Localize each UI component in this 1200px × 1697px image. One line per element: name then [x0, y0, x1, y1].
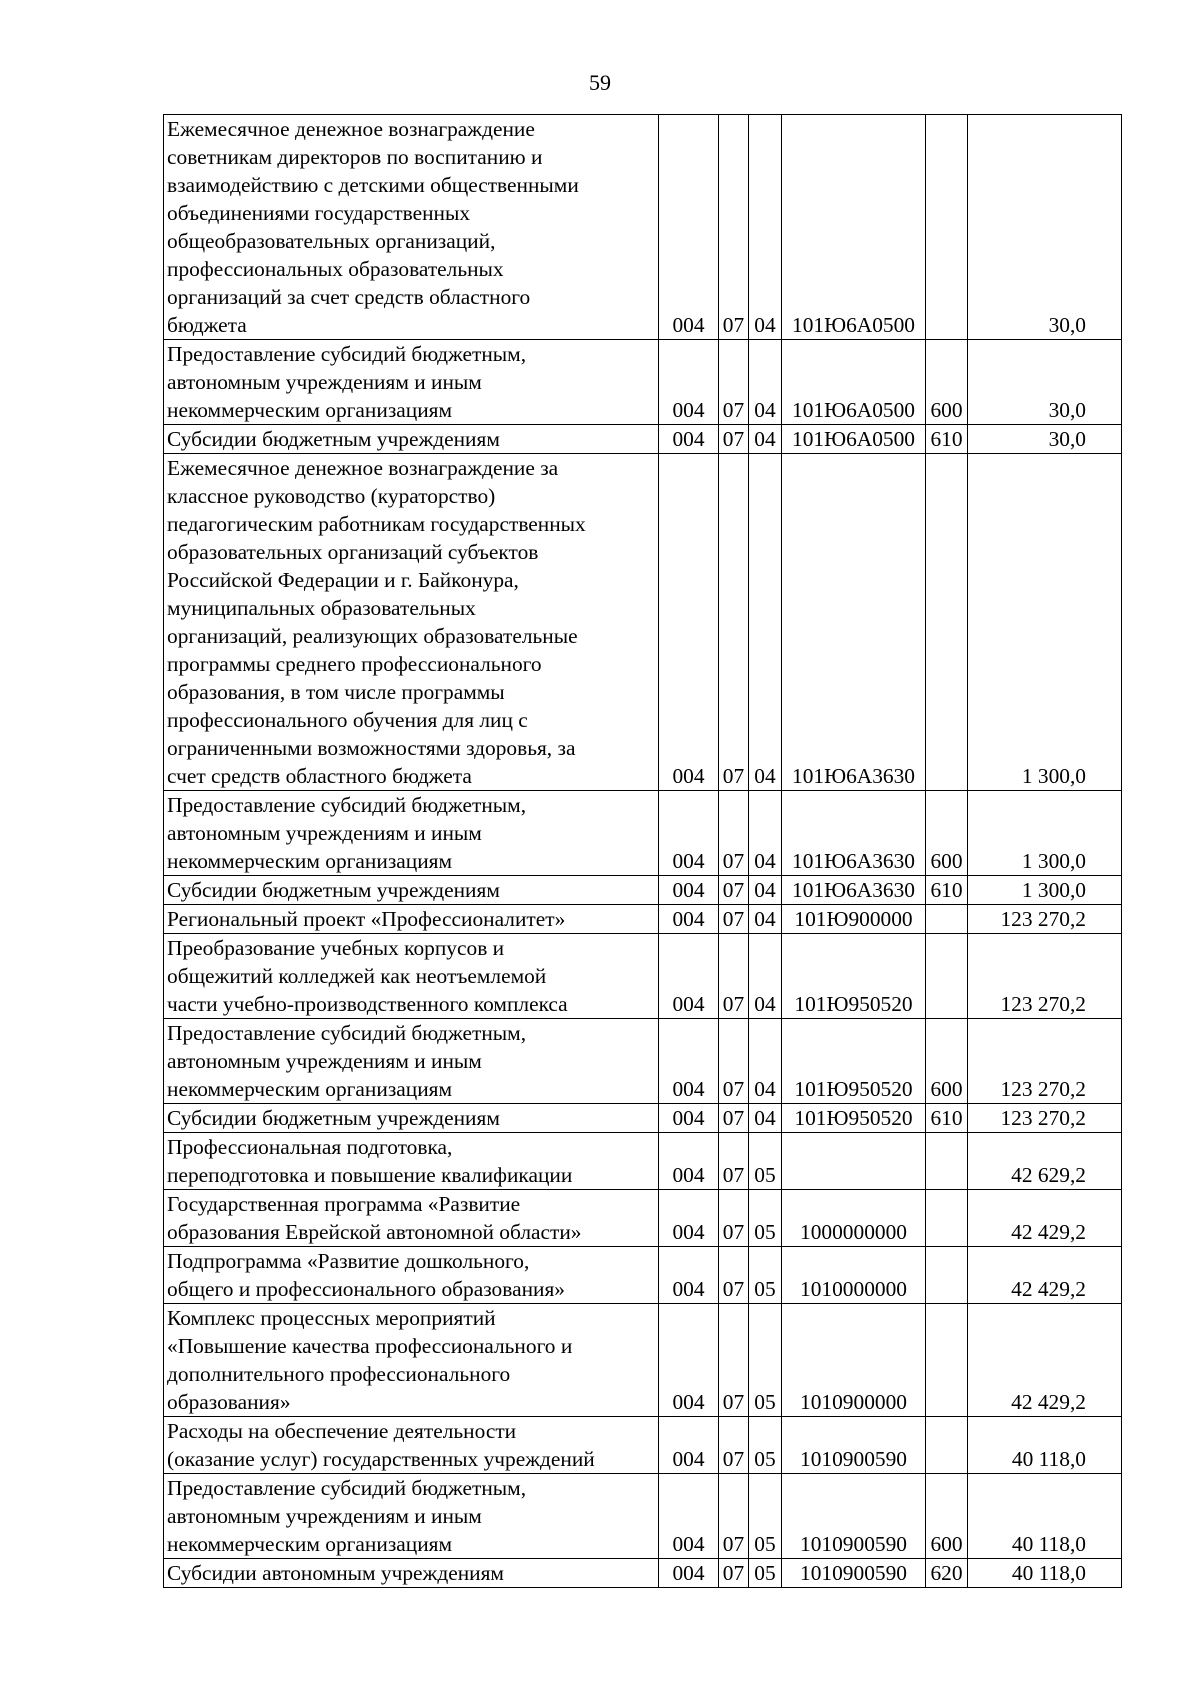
expense-type-cell [926, 1417, 968, 1474]
ministry-code-cell: 004 [659, 934, 719, 1019]
amount-cell: 42 629,2 [968, 1133, 1122, 1190]
expense-type-cell: 600 [926, 1019, 968, 1104]
subsection-code-cell: 04 [749, 876, 782, 905]
ministry-code-cell: 004 [659, 1019, 719, 1104]
row-name-text: Профессиональная подготовка, переподготовка и повышение квалификации [167, 1135, 573, 1187]
target-article-cell: 1010900000 [782, 1304, 926, 1417]
section-code-cell: 07 [719, 1104, 749, 1133]
row-name-text: Ежемесячное денежное вознаграждение советникам директоров по воспитанию и взаимодействию с детскими общественными объединениями государственных общеобразовательных организаций, профессиональных образовательных организаций за счет средств областного бюджета [167, 117, 579, 337]
row-name-cell [164, 454, 659, 791]
table-row [164, 1417, 1122, 1474]
subsection-code-cell: 05 [749, 1304, 782, 1417]
subsection-code-cell: 05 [749, 1190, 782, 1247]
subsection-code-cell: 04 [749, 115, 782, 340]
row-name-text: Субсидии бюджетным учреждениям [167, 878, 500, 902]
section-code-cell: 07 [719, 1247, 749, 1304]
row-name-cell [164, 1474, 659, 1559]
subsection-code-cell: 05 [749, 1417, 782, 1474]
row-name-cell [164, 1019, 659, 1104]
table-row [164, 934, 1122, 1019]
row-name-cell [164, 425, 659, 454]
expense-type-cell [926, 1247, 968, 1304]
expense-type-cell: 610 [926, 425, 968, 454]
section-code-cell: 07 [719, 1190, 749, 1247]
subsection-code-cell: 04 [749, 454, 782, 791]
ministry-code-cell: 004 [659, 791, 719, 876]
expense-type-cell [926, 115, 968, 340]
section-code-cell: 07 [719, 425, 749, 454]
ministry-code-cell: 004 [659, 1417, 719, 1474]
target-article-cell: 101Ю900000 [782, 905, 926, 934]
ministry-code-cell: 004 [659, 1104, 719, 1133]
expense-type-cell: 610 [926, 1104, 968, 1133]
section-code-cell: 07 [719, 1417, 749, 1474]
section-code-cell: 07 [719, 454, 749, 791]
row-name-text: Предоставление субсидий бюджетным, автономным учреждениям и иным некоммерческим организациям [167, 1476, 527, 1556]
amount-cell: 123 270,2 [968, 1104, 1122, 1133]
target-article-cell: 101Ю6А3630 [782, 454, 926, 791]
table-row [164, 905, 1122, 934]
subsection-code-cell: 04 [749, 1104, 782, 1133]
section-code-cell: 07 [719, 1474, 749, 1559]
ministry-code-cell: 004 [659, 1247, 719, 1304]
amount-cell: 42 429,2 [968, 1247, 1122, 1304]
table-row [164, 1474, 1122, 1559]
subsection-code-cell: 04 [749, 340, 782, 425]
row-name-cell [164, 340, 659, 425]
target-article-cell: 101Ю6А0500 [782, 115, 926, 340]
row-name-cell [164, 1304, 659, 1417]
amount-cell: 30,0 [968, 340, 1122, 425]
ministry-code-cell: 004 [659, 1304, 719, 1417]
section-code-cell: 07 [719, 1133, 749, 1190]
target-article-cell: 1010000000 [782, 1247, 926, 1304]
table-row [164, 1559, 1122, 1588]
table-row [164, 1304, 1122, 1417]
table-row [164, 1190, 1122, 1247]
row-name-cell [164, 876, 659, 905]
row-name-cell [164, 934, 659, 1019]
expense-type-cell: 600 [926, 791, 968, 876]
subsection-code-cell: 05 [749, 1559, 782, 1588]
table-row [164, 876, 1122, 905]
subsection-code-cell: 05 [749, 1247, 782, 1304]
row-name-cell [164, 1104, 659, 1133]
row-name-cell [164, 115, 659, 340]
table-row [164, 1247, 1122, 1304]
target-article-cell: 1010900590 [782, 1417, 926, 1474]
table-row [164, 1133, 1122, 1190]
row-name-text: Ежемесячное денежное вознаграждение за классное руководство (кураторство) педагогическим работникам государственных образовательных организаций субъектов Российской Федерации и г. Байконура, муниципальных образовательных организаций, реализующих образовательные программы среднего профессионального образования, в том числе программы профессионального обучения для лиц с ограниченными возможностями здоровья, за счет средств областного бюджета [167, 456, 586, 788]
amount-cell: 123 270,2 [968, 934, 1122, 1019]
target-article-cell: 101Ю6А3630 [782, 876, 926, 905]
subsection-code-cell: 05 [749, 1133, 782, 1190]
subsection-code-cell: 05 [749, 1474, 782, 1559]
section-code-cell: 07 [719, 934, 749, 1019]
expense-type-cell: 600 [926, 340, 968, 425]
table-row [164, 340, 1122, 425]
target-article-cell: 1010900590 [782, 1559, 926, 1588]
row-name-cell [164, 1133, 659, 1190]
subsection-code-cell: 04 [749, 1019, 782, 1104]
row-name-text: Предоставление субсидий бюджетным, автономным учреждениям и иным некоммерческим организациям [167, 1021, 527, 1101]
row-name-text: Предоставление субсидий бюджетным, автономным учреждениям и иным некоммерческим организациям [167, 342, 527, 422]
ministry-code-cell: 004 [659, 1190, 719, 1247]
ministry-code-cell: 004 [659, 425, 719, 454]
amount-cell: 123 270,2 [968, 1019, 1122, 1104]
amount-cell: 123 270,2 [968, 905, 1122, 934]
section-code-cell: 07 [719, 791, 749, 876]
section-code-cell: 07 [719, 1559, 749, 1588]
expense-type-cell [926, 1133, 968, 1190]
expense-type-cell [926, 1304, 968, 1417]
row-name-cell [164, 791, 659, 876]
amount-cell: 1 300,0 [968, 454, 1122, 791]
subsection-code-cell: 04 [749, 905, 782, 934]
ministry-code-cell: 004 [659, 1474, 719, 1559]
table-row [164, 425, 1122, 454]
table-row [164, 791, 1122, 876]
section-code-cell: 07 [719, 340, 749, 425]
section-code-cell: 07 [719, 1019, 749, 1104]
target-article-cell: 101Ю950520 [782, 1104, 926, 1133]
row-name-cell [164, 1417, 659, 1474]
amount-cell: 1 300,0 [968, 876, 1122, 905]
section-code-cell: 07 [719, 905, 749, 934]
amount-cell: 30,0 [968, 425, 1122, 454]
target-article-cell: 101Ю950520 [782, 934, 926, 1019]
amount-cell: 1 300,0 [968, 791, 1122, 876]
row-name-text: Субсидии автономным учреждениям [167, 1561, 504, 1585]
amount-cell: 40 118,0 [968, 1559, 1122, 1588]
table-row [164, 115, 1122, 340]
budget-table-body [164, 115, 1122, 1588]
expense-type-cell: 610 [926, 876, 968, 905]
ministry-code-cell: 004 [659, 1133, 719, 1190]
page-number: 59 [589, 70, 611, 95]
ministry-code-cell: 004 [659, 876, 719, 905]
row-name-text: Преобразование учебных корпусов и общежитий колледжей как неотъемлемой части учебно-производственного комплекса [167, 936, 568, 1016]
subsection-code-cell: 04 [749, 934, 782, 1019]
expense-type-cell [926, 905, 968, 934]
amount-cell: 42 429,2 [968, 1304, 1122, 1417]
section-code-cell: 07 [719, 115, 749, 340]
row-name-cell [164, 1247, 659, 1304]
row-name-cell [164, 905, 659, 934]
amount-cell: 40 118,0 [968, 1417, 1122, 1474]
row-name-text: Предоставление субсидий бюджетным, автономным учреждениям и иным некоммерческим организациям [167, 793, 527, 873]
table-row [164, 1104, 1122, 1133]
target-article-cell: 101Ю6А3630 [782, 791, 926, 876]
ministry-code-cell: 004 [659, 115, 719, 340]
target-article-cell: 101Ю6А0500 [782, 425, 926, 454]
table-row [164, 454, 1122, 791]
row-name-text: Субсидии бюджетным учреждениям [167, 427, 500, 451]
row-name-text: Комплекс процессных мероприятий «Повышение качества профессионального и дополнительного профессионального образования» [167, 1306, 573, 1414]
target-article-cell: 1000000000 [782, 1190, 926, 1247]
ministry-code-cell: 004 [659, 454, 719, 791]
target-article-cell [782, 1133, 926, 1190]
target-article-cell: 101Ю6А0500 [782, 340, 926, 425]
section-code-cell: 07 [719, 1304, 749, 1417]
row-name-text: Региональный проект «Профессионалитет» [167, 907, 566, 931]
row-name-text: Подпрограмма «Развитие дошкольного, общего и профессионального образования» [167, 1249, 565, 1301]
subsection-code-cell: 04 [749, 425, 782, 454]
ministry-code-cell: 004 [659, 340, 719, 425]
row-name-cell [164, 1190, 659, 1247]
target-article-cell: 101Ю950520 [782, 1019, 926, 1104]
row-name-text: Расходы на обеспечение деятельности (оказание услуг) государственных учреждений [167, 1419, 595, 1471]
target-article-cell: 1010900590 [782, 1474, 926, 1559]
budget-table [163, 114, 1122, 1588]
expense-type-cell [926, 454, 968, 791]
amount-cell: 40 118,0 [968, 1474, 1122, 1559]
row-name-text: Государственная программа «Развитие образования Еврейской автономной области» [167, 1192, 582, 1244]
expense-type-cell: 620 [926, 1559, 968, 1588]
expense-type-cell [926, 934, 968, 1019]
ministry-code-cell: 004 [659, 905, 719, 934]
subsection-code-cell: 04 [749, 791, 782, 876]
section-code-cell: 07 [719, 876, 749, 905]
row-name-cell [164, 1559, 659, 1588]
expense-type-cell: 600 [926, 1474, 968, 1559]
amount-cell: 42 429,2 [968, 1190, 1122, 1247]
ministry-code-cell: 004 [659, 1559, 719, 1588]
table-row [164, 1019, 1122, 1104]
row-name-text: Субсидии бюджетным учреждениям [167, 1106, 500, 1130]
expense-type-cell [926, 1190, 968, 1247]
amount-cell: 30,0 [968, 115, 1122, 340]
